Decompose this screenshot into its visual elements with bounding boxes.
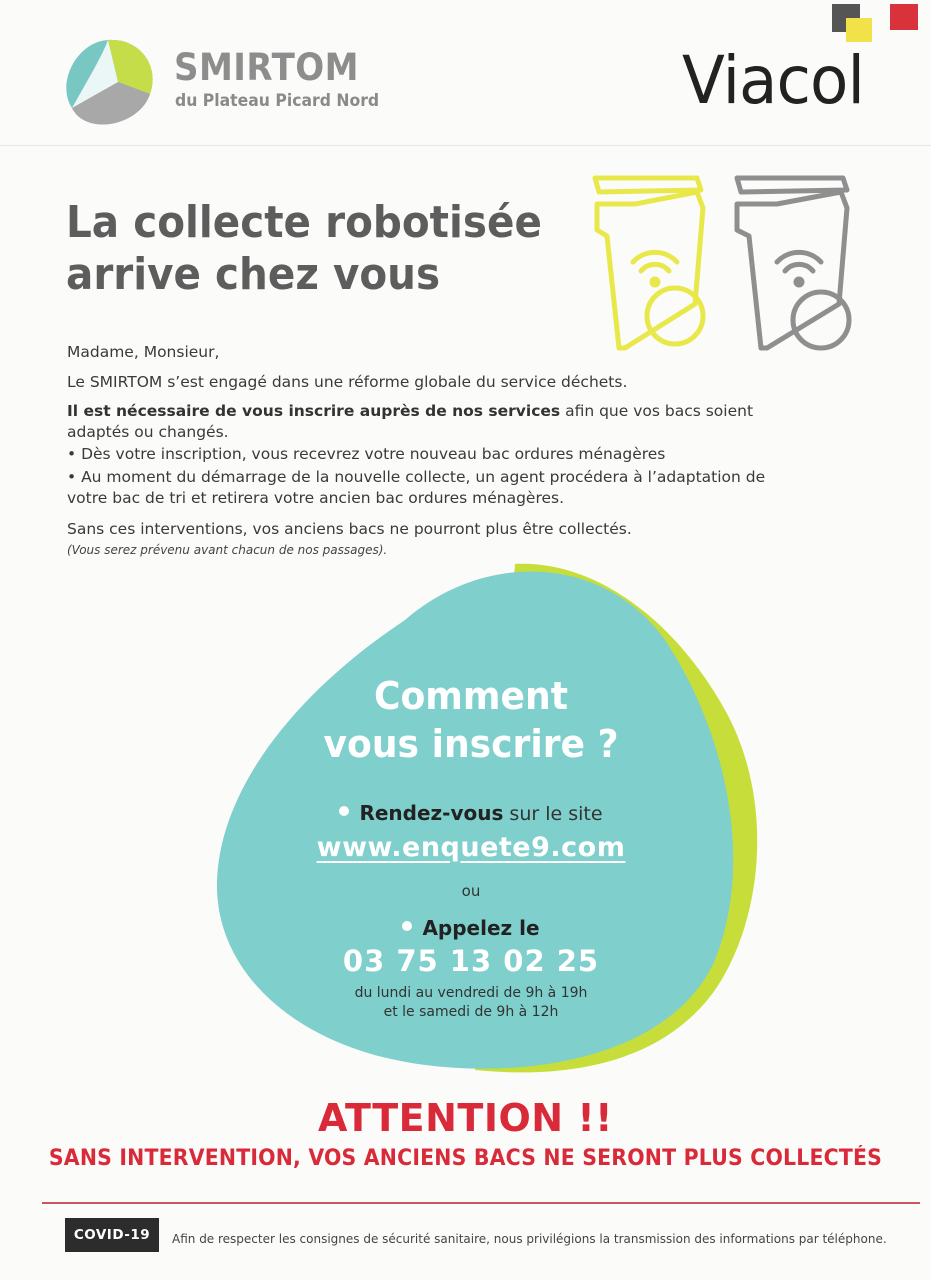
paragraph-register-rest: afin que vos bacs soient adaptés ou changés. [67,402,754,441]
header-divider [0,145,931,146]
bullet-agent: • Au moment du démarrage de la nouvelle collecte, un agent procédera à l’adaptation de votre bac de tri et retirera votre ancien bac ordures ménagères. [67,468,766,507]
headline [66,197,544,301]
covid-badge: COVID-19 [65,1218,159,1252]
footer-divider [42,1202,920,1204]
bullet-new-bin: • Dès votre inscription, vous recevrez votre nouveau bac ordures ménagères [67,445,666,463]
headline-line2: arrive chez vous [66,249,441,300]
bullet-dot [339,806,349,816]
partner-logo-text: Viacol [682,42,864,119]
option-phone [271,916,671,940]
signup-title [286,672,657,768]
or-separator: ou [461,882,481,900]
brand-subtitle: du Plateau Picard Nord [175,91,380,111]
signup-title-line1: Comment [374,674,568,718]
option-website-bold: Rendez-vous [359,801,504,825]
greeting: Madame, Monsieur, [67,343,220,361]
corner-square-red [890,4,918,30]
brand-name: SMIRTOM [174,46,359,89]
option-website-rest: sur le site [503,803,603,825]
yellow-bin-wifi-icon [595,178,703,348]
paragraph-reform: Le SMIRTOM s’est engagé dans une réforme globale du service déchets. [67,373,628,391]
phone-number[interactable]: 03 75 13 02 25 [342,944,600,978]
paragraph-register-bold: Il est nécessaire de vous inscrire auprès de nos services [67,402,561,420]
attention-message: SANS INTERVENTION, VOS ANCIENS BACS NE SERONT PLUS COLLECTÉS [48,1146,883,1171]
hours-weekdays: du lundi au vendredi de 9h à 19h [354,985,588,1001]
grey-bin-wifi-icon [737,178,849,348]
website-link[interactable]: www.enquete9.com [316,832,626,863]
corner-square-yellow [846,18,872,42]
bullet-dot [402,921,412,931]
paragraph-note: (Vous serez prévenu avant chacun de nos passages). [67,543,388,557]
headline-line1: La collecte robotisée [66,197,542,248]
attention-heading: ATTENTION !! [318,1096,613,1140]
option-phone-bold: Appelez le [422,916,540,940]
bins-illustration [585,170,875,360]
paragraph-consequence: Sans ces interventions, vos anciens bacs ne pourront plus être collectés. [67,520,632,538]
option-website [271,801,671,825]
opening-hours [271,984,671,1022]
signup-title-line2: vous inscrire ? [323,722,619,766]
smirtom-logo-icon [62,36,158,128]
hours-saturday: et le samedi de 9h à 12h [383,1004,559,1020]
covid-note: Afin de respecter les consignes de sécurité sanitaire, nous privilégions la transmission des informations par téléphone. [172,1232,887,1246]
paragraph-register [67,401,787,443]
